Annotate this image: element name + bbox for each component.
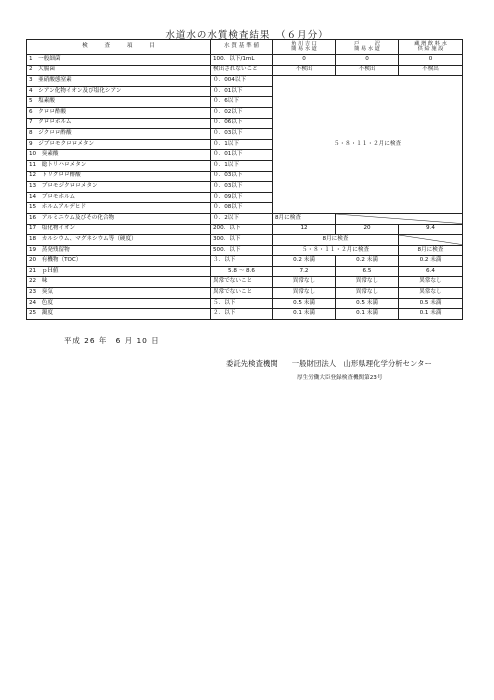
item-name <box>27 76 211 87</box>
item-no: 11 <box>29 161 37 168</box>
registration-number: 厚生労働大臣登録検査機関第23号 <box>297 375 383 381</box>
item-no: 1 <box>29 55 33 62</box>
table-row <box>27 277 463 288</box>
item-name <box>27 224 211 235</box>
item-no: 23 <box>29 288 37 295</box>
item-no: 9 <box>29 140 33 147</box>
item-name <box>27 118 211 129</box>
result-col2: 不検出 <box>336 65 399 76</box>
table-row <box>27 309 463 320</box>
standard-value: ０．02以下 <box>211 107 273 118</box>
result-col3: 8月に検査 <box>399 245 463 256</box>
standard-value: 300．以下 <box>211 235 273 246</box>
result-col3: 6.4 <box>399 266 463 277</box>
result-col3: 異常なし <box>399 288 463 299</box>
result-col2: 0 <box>336 55 399 66</box>
item-no: 6 <box>29 108 33 115</box>
standard-value: 異常でないこと <box>211 277 273 288</box>
item-name <box>27 129 211 140</box>
item-name <box>27 277 211 288</box>
item-name <box>27 213 211 224</box>
item-label: カルシウム、マグネシウム等（硬度） <box>41 235 137 242</box>
item-name <box>27 160 211 171</box>
item-name <box>27 192 211 203</box>
result-col1: 不検出 <box>273 65 336 76</box>
table-row <box>27 298 463 309</box>
item-no: 25 <box>29 310 37 317</box>
result-col2: 0.1 未満 <box>336 309 399 320</box>
item-no: 5 <box>29 98 33 105</box>
item-no: 19 <box>29 246 37 253</box>
item-label: 濁度 <box>41 310 53 317</box>
standard-value: 500．以下 <box>211 245 273 256</box>
standard-value: ０．09以下 <box>211 192 273 203</box>
item-label: 大腸菌 <box>38 66 55 73</box>
result-col3: 0 <box>399 55 463 66</box>
header-col1 <box>273 40 336 55</box>
item-no: 17 <box>29 225 37 232</box>
agency-name: 一般財団法人 山形県理化学分析センター <box>291 359 432 368</box>
table-header-row <box>27 40 463 55</box>
result-col12: 8月に検査 <box>273 235 399 246</box>
agency-label: 委託先検査機関 <box>226 359 278 368</box>
item-no: 20 <box>29 257 37 264</box>
result-col12: ５・８・１１・２月に検査 <box>273 245 399 256</box>
result-col2: 異常なし <box>336 277 399 288</box>
header-standard: 水 質 基 準 値 <box>211 40 273 55</box>
merged-schedule-note: ５・８・１１・２月に検査 <box>273 76 463 214</box>
standard-value: ５．以下 <box>211 298 273 309</box>
item-label: ブロモホルム <box>41 193 76 200</box>
result-col2: 6.5 <box>336 266 399 277</box>
table-row <box>27 245 463 256</box>
item-label: ホルムアルデヒド <box>41 204 87 211</box>
standard-value: ２．以下 <box>211 309 273 320</box>
item-label: 蒸発残留物 <box>41 246 70 253</box>
item-name <box>27 171 211 182</box>
item-name <box>27 139 211 150</box>
report-date: 平成 26 年 6 月 10 日 <box>64 336 160 345</box>
standard-value: ０．1以下 <box>211 160 273 171</box>
table-row <box>27 55 463 66</box>
table-row <box>27 224 463 235</box>
item-name <box>27 245 211 256</box>
standard-value: ０．01以下 <box>211 86 273 97</box>
standard-value: 200．以下 <box>211 224 273 235</box>
result-col1: 0.2 未満 <box>273 256 336 267</box>
result-col3: 不検出 <box>399 65 463 76</box>
item-name <box>27 97 211 108</box>
standard-value: 5.8 ～ 8.6 <box>211 266 273 277</box>
standard-value: ０．01以下 <box>211 150 273 161</box>
result-col2: 異常なし <box>336 288 399 299</box>
item-no: 4 <box>29 87 33 94</box>
table-row <box>27 65 463 76</box>
item-label: トリクロロ酢酸 <box>41 172 81 179</box>
result-col1: 12 <box>273 224 336 235</box>
item-name <box>27 65 211 76</box>
standard-value: ０．2以下 <box>211 213 273 224</box>
item-no: 12 <box>29 172 37 179</box>
table-row <box>27 235 463 246</box>
item-label: ジブロモクロロメタン <box>38 140 95 147</box>
not-applicable-cell <box>336 213 463 224</box>
item-name <box>27 266 211 277</box>
item-no: 14 <box>29 193 37 200</box>
standard-value: ０．08以下 <box>211 203 273 214</box>
standard-value: ３．以下 <box>211 256 273 267</box>
item-name <box>27 203 211 214</box>
standard-value: ０．03以下 <box>211 182 273 193</box>
standard-value: 検出されないこと <box>211 65 273 76</box>
standard-value: ０．6以下 <box>211 97 273 108</box>
result-col2: 20 <box>336 224 399 235</box>
item-no: 21 <box>29 267 37 274</box>
item-no: 8 <box>29 130 33 137</box>
item-no: 13 <box>29 182 37 189</box>
not-applicable-cell <box>399 235 463 246</box>
item-label: 一般細菌 <box>38 55 61 62</box>
result-col1: 8月に検査 <box>273 213 336 224</box>
item-no: 7 <box>29 119 33 126</box>
table-row <box>27 76 463 87</box>
item-name <box>27 298 211 309</box>
result-col1: 異常なし <box>273 288 336 299</box>
standard-value: 100．以下/1mL <box>211 55 273 66</box>
table-row <box>27 256 463 267</box>
item-name <box>27 182 211 193</box>
item-label: 有機物（TOC） <box>41 257 82 264</box>
item-label: シアン化物イオン及び塩化シアン <box>38 87 122 94</box>
item-no: 3 <box>29 77 33 84</box>
header-col1-line1: 角 川 吉 口 <box>291 40 317 47</box>
result-col1: 7.2 <box>273 266 336 277</box>
item-label: ブロモジクロロメタン <box>41 182 98 189</box>
result-col3: 異常なし <box>399 277 463 288</box>
item-label: 塩化物イオン <box>41 225 76 232</box>
item-label: 臭素酸 <box>41 151 59 158</box>
item-no: 18 <box>29 235 37 242</box>
header-col3-line2: 供 給 施 設 <box>417 46 444 52</box>
header-col3-line1: 蔵 増 飲 料 水 <box>414 40 447 47</box>
result-col3: 9.4 <box>399 224 463 235</box>
header-item: 検 査 項 目 <box>27 40 211 55</box>
result-col1: 0.1 未満 <box>273 309 336 320</box>
item-name <box>27 86 211 97</box>
standard-value: ０．1以下 <box>211 139 273 150</box>
item-name <box>27 150 211 161</box>
result-col3: 0.5 未満 <box>399 298 463 309</box>
document-title: 水道水の水質検査結果 （６月分） <box>165 30 329 41</box>
item-no: 22 <box>29 278 37 285</box>
item-label: 総トリハロメタン <box>41 161 87 168</box>
item-no: 16 <box>29 214 37 221</box>
item-label: ジクロロ酢酸 <box>38 130 72 137</box>
item-name <box>27 235 211 246</box>
result-col1: 0.5 未満 <box>273 298 336 309</box>
diagonal-line <box>336 214 462 224</box>
item-label: クロロホルム <box>38 119 72 126</box>
standard-value: ０．03以下 <box>211 129 273 140</box>
header-col1-line2: 簡 易 水 道 <box>291 46 317 52</box>
item-name <box>27 309 211 320</box>
header-col2-line2: 簡 易 水 道 <box>354 46 380 52</box>
water-quality-table <box>26 39 463 320</box>
header-col2 <box>336 40 399 55</box>
diagonal-line <box>399 235 462 245</box>
item-name <box>27 256 211 267</box>
header-col2-line1: 戸 沢 <box>354 40 380 47</box>
standard-value: 異常でないこと <box>211 288 273 299</box>
item-label: アルミニウム及びその化合物 <box>41 214 115 221</box>
item-name <box>27 55 211 66</box>
item-no: 15 <box>29 204 37 211</box>
item-no: 10 <box>29 151 37 158</box>
table-row <box>27 288 463 299</box>
result-col2: 0.5 未満 <box>336 298 399 309</box>
item-no: 24 <box>29 299 37 306</box>
table-row <box>27 266 463 277</box>
result-col3: 0.2 未満 <box>399 256 463 267</box>
result-col2: 0.2 未満 <box>336 256 399 267</box>
item-name <box>27 288 211 299</box>
result-col1: 異常なし <box>273 277 336 288</box>
standard-value: ０．06以下 <box>211 118 273 129</box>
item-label: 臭気 <box>41 288 53 295</box>
item-label: ｐＨ値 <box>41 267 59 274</box>
item-label: 色度 <box>41 299 53 306</box>
item-label: 塩素酸 <box>38 98 55 105</box>
standard-value: ０．004以下 <box>211 76 273 87</box>
standard-value: ０．03以下 <box>211 171 273 182</box>
item-no: 2 <box>29 66 33 73</box>
result-col3: 0.1 未満 <box>399 309 463 320</box>
item-label: クロロ酢酸 <box>38 108 67 115</box>
item-name <box>27 107 211 118</box>
result-col1: 0 <box>273 55 336 66</box>
item-label: 味 <box>41 278 48 285</box>
table-row <box>27 213 463 224</box>
inspection-agency <box>226 358 432 369</box>
header-col3 <box>399 40 463 55</box>
item-label: 亜硝酸態窒素 <box>38 77 72 84</box>
